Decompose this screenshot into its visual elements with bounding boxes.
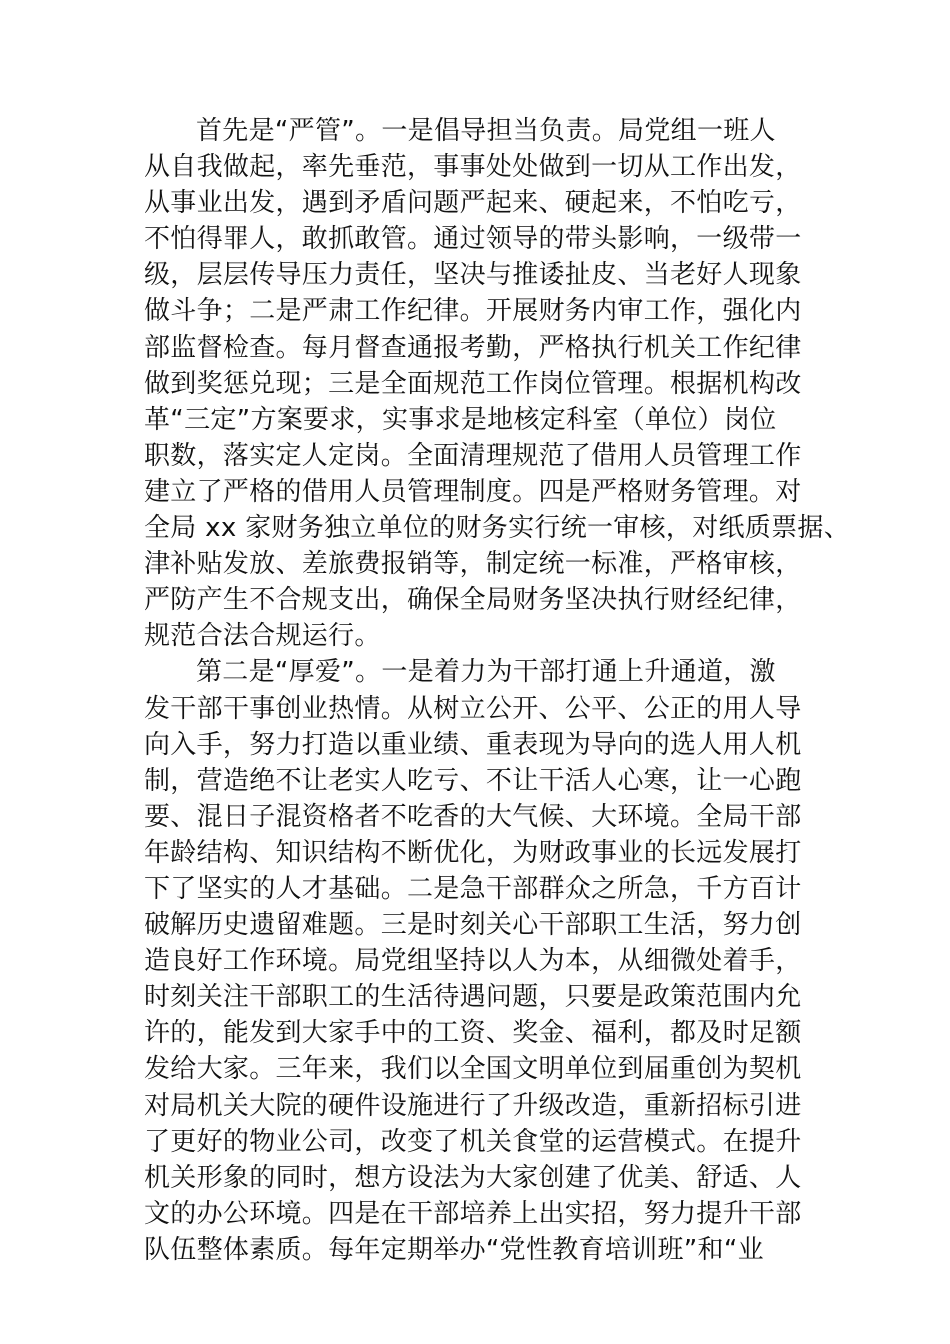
paragraph-line: 造良好工作环境。局党组坚持以人为本，从细微处着手， xyxy=(144,946,802,977)
document-body xyxy=(144,113,851,1268)
paragraph-line: 队伍整体素质。每年定期举办“党性教育培训班”和“业 xyxy=(144,1234,764,1265)
paragraph-line: 对局机关大院的硬件设施进行了升级改造，重新招标引进 xyxy=(144,1090,802,1121)
paragraph-line: 津补贴发放、差旅费报销等，制定统一标准，严格审核， xyxy=(144,549,802,580)
paragraph-line: 向入手，努力打造以重业绩、重表现为导向的选人用人机 xyxy=(144,729,802,760)
paragraph-line: 时刻关注干部职工的生活待遇问题，只要是政策范围内允 xyxy=(144,982,802,1013)
paragraph-line: 不怕得罪人，敢抓敢管。通过领导的带头影响，一级带一 xyxy=(144,224,802,255)
paragraph-line: 规范合法合规运行。 xyxy=(144,621,381,652)
paragraph-line: 部监督检查。每月督查通报考勤，严格执行机关工作纪律 xyxy=(144,332,802,363)
paragraph-line: 许的，能发到大家手中的工资、奖金、福利，都及时足额 xyxy=(144,1018,802,1049)
paragraph-line: 从自我做起，率先垂范，事事处处做到一切从工作出发， xyxy=(144,152,802,183)
paragraph-line: 制，营造绝不让老实人吃亏、不让干活人心寒，让一心跑 xyxy=(144,765,802,796)
paragraph-line: 从事业出发，遇到矛盾问题严起来、硬起来，不怕吃亏， xyxy=(144,188,802,219)
paragraph-line: 级，层层传导压力责任，坚决与推诿扯皮、当老好人现象 xyxy=(144,260,802,291)
paragraph-line: 严防产生不合规支出，确保全局财务坚决执行财经纪律， xyxy=(144,585,802,616)
paragraph-line: 革“三定”方案要求，实事求是地核定科室（单位）岗位 xyxy=(144,404,777,435)
paragraph-strict-management xyxy=(144,113,851,654)
paragraph-line: 了更好的物业公司，改变了机关食堂的运营模式。在提升 xyxy=(144,1126,802,1157)
paragraph-line: 发给大家。三年来，我们以全国文明单位到届重创为契机 xyxy=(144,1054,802,1085)
paragraph-line: 发干部干事创业热情。从树立公开、公平、公正的用人导 xyxy=(144,693,802,724)
paragraph-line: 文的办公环境。四是在干部培养上出实招，努力提升干部 xyxy=(144,1198,802,1229)
paragraph-line: 机关形象的同时，想方设法为大家创建了优美、舒适、人 xyxy=(144,1162,802,1193)
paragraph-line: 做到奖惩兑现；三是全面规范工作岗位管理。根据机构改 xyxy=(144,368,802,399)
paragraph-line: 做斗争；二是严肃工作纪律。开展财务内审工作，强化内 xyxy=(144,296,802,327)
paragraph-line: 首先是“严管”。一是倡导担当负责。局党组一班人 xyxy=(196,116,776,146)
paragraph-line: 破解历史遗留难题。三是时刻关心干部职工生活，努力创 xyxy=(144,910,802,941)
paragraph-line: 职数，落实定人定岗。全面清理规范了借用人员管理工作 xyxy=(144,440,802,471)
paragraph-caring-support xyxy=(144,654,814,1268)
paragraph-line: 年龄结构、知识结构不断优化，为财政事业的长远发展打 xyxy=(144,837,802,868)
paragraph-line: 第二是“厚爱”。一是着力为干部打通上升通道，激 xyxy=(196,657,776,688)
paragraph-line: 全局 xx 家财务独立单位的财务实行统一审核，对纸质票据、 xyxy=(144,513,851,544)
paragraph-line: 要、混日子混资格者不吃香的大气候、大环境。全局干部 xyxy=(144,801,802,832)
paragraph-line: 建立了严格的借用人员管理制度。四是严格财务管理。对 xyxy=(144,476,802,507)
paragraph-line: 下了坚实的人才基础。二是急干部群众之所急，千方百计 xyxy=(144,873,802,904)
